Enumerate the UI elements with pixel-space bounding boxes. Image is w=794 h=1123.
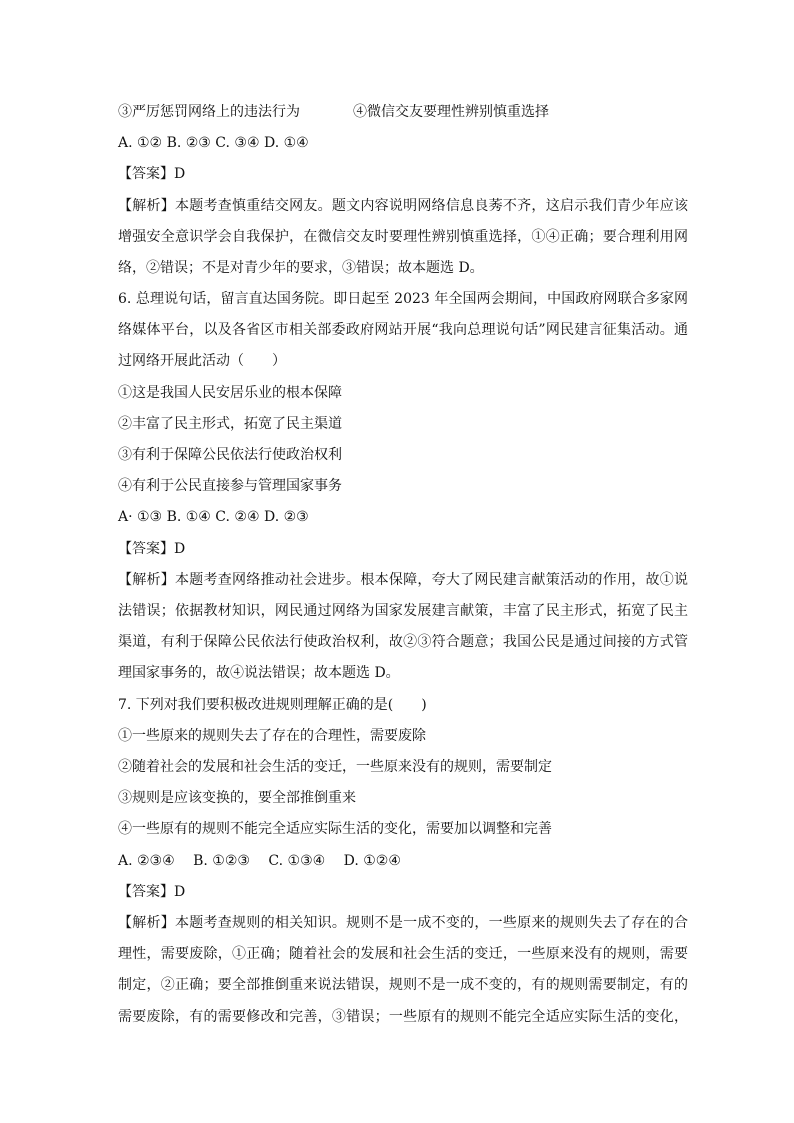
option-line: ①这是我国人民安居乐业的根本保障 xyxy=(118,385,342,401)
analysis-line: 法错误；依据教材知识，网民通过网络为国家发展建言献策，丰富了民主形式，拓宽了民主 xyxy=(118,603,688,619)
analysis-line: 【解析】本题考查网络推动社会进步。根本保障，夸大了网民建言献策活动的作用，故①说 xyxy=(118,572,688,588)
option-line: ①一些原来的规则失去了存在的合理性，需要废除 xyxy=(118,728,426,744)
analysis-line: 渠道，有利于保障公民依法行使政治权利，故②③符合题意；我国公民是通过间接的方式管 xyxy=(118,634,688,650)
option-line: ④有利于公民直接参与管理国家事务 xyxy=(118,478,342,494)
answer-line: 【答案】D xyxy=(118,541,186,557)
choices-line: A. ①② B. ②③ C. ③④ D. ①④ xyxy=(118,135,309,151)
question-line: 6. 总理说句话，留言直达国务院。即日起至 2023 年全国两会期间，中国政府网联合多家网 xyxy=(118,291,688,307)
option-line: ②丰富了民主形式，拓宽了民主渠道 xyxy=(118,416,342,432)
option-line xyxy=(118,102,688,122)
question-line: 过网络开展此活动（ ） xyxy=(118,353,286,369)
option-4: ④微信交友要理性辨别慎重选择 xyxy=(353,104,549,120)
analysis-line: 【解析】本题考查慎重结交网友。题文内容说明网络信息良莠不齐，这启示我们青少年应该 xyxy=(118,198,688,214)
option-line: ③规则是应该变换的，要全部推倒重来 xyxy=(118,790,356,806)
question-line: 络媒体平台，以及各省区市相关部委政府网站开展“我向总理说句话”网民建言征集活动。通 xyxy=(118,322,688,338)
answer-line: 【答案】D xyxy=(118,166,186,182)
analysis-line: 理性，需要废除，①正确；随着社会的发展和社会生活的变迁，一些原来没有的规则，需要 xyxy=(118,946,688,962)
analysis-line: 理国家事务的，故④说法错误；故本题选 D。 xyxy=(118,665,400,681)
analysis-line: 制定，②正确；要全部推倒重来说法错误，规则不是一成不变的，有的规则需要制定，有的 xyxy=(118,977,688,993)
analysis-line: 【解析】本题考查规则的相关知识。规则不是一成不变的，一些原来的规则失去了存在的合 xyxy=(118,915,688,931)
choices-line: A. ②③④ B. ①②③ C. ①③④ D. ①②④ xyxy=(118,853,401,869)
analysis-line: 络，②错误；不是对青少年的要求，③错误；故本题选 D。 xyxy=(118,260,484,276)
question-line: 7. 下列对我们要积极改进规则理解正确的是( ) xyxy=(118,697,427,713)
analysis-line: 需要废除，有的需要修改和完善，③错误；一些原有的规则不能完全适应实际生活的变化， xyxy=(118,1009,688,1025)
answer-line: 【答案】D xyxy=(118,884,186,900)
option-line: ②随着社会的发展和社会生活的变迁，一些原来没有的规则，需要制定 xyxy=(118,759,552,775)
option-3: ③严厉惩罚网络上的违法行为 xyxy=(118,104,300,120)
analysis-line: 增强安全意识学会自我保护，在微信交友时要理性辨别慎重选择，①④正确；要合理利用网 xyxy=(118,229,688,245)
option-line: ③有利于保障公民依法行使政治权利 xyxy=(118,447,342,463)
choices-line: A· ①③ B. ①④ C. ②④ D. ②③ xyxy=(118,509,309,525)
option-line: ④一些原有的规则不能完全适应实际生活的变化，需要加以调整和完善 xyxy=(118,821,552,837)
